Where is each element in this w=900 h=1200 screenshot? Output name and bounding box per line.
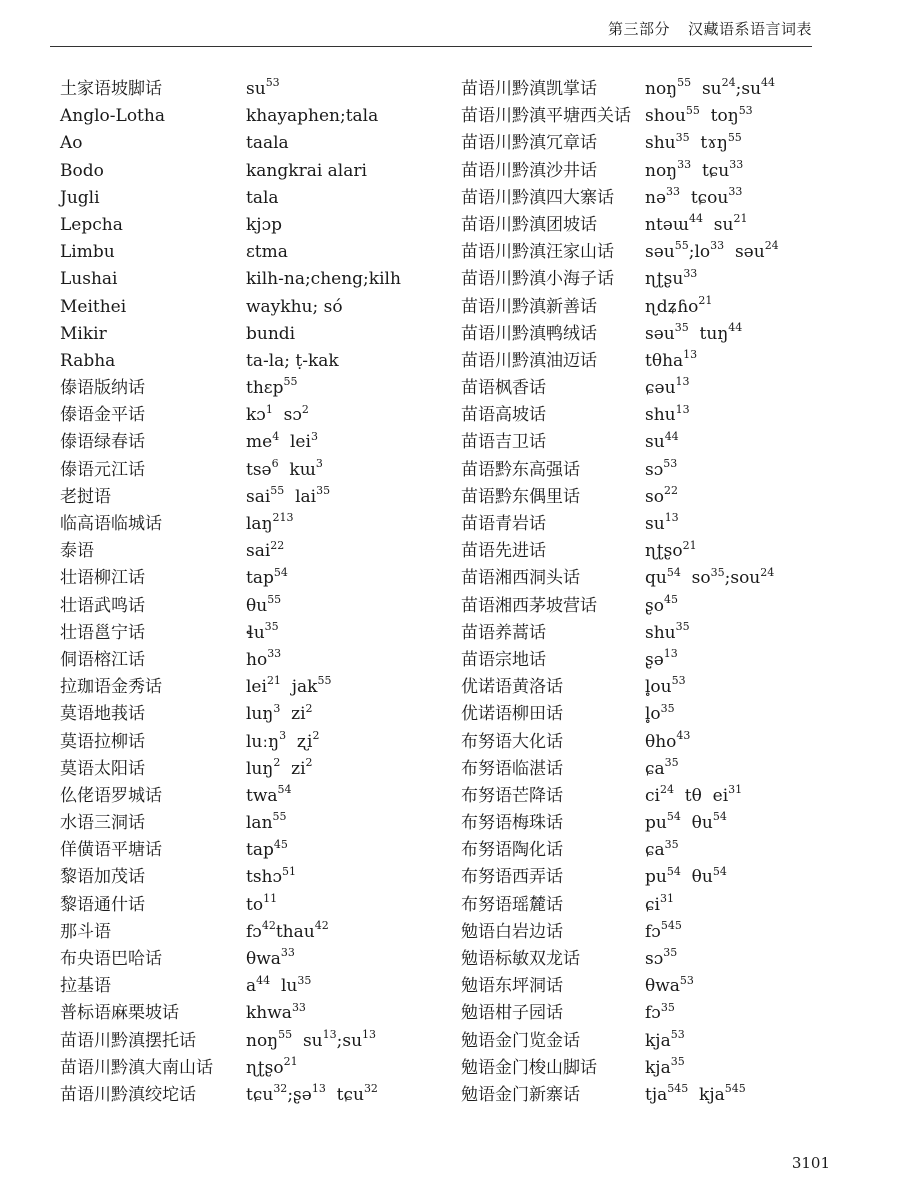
entry-row	[60, 456, 450, 486]
entry-row	[461, 540, 861, 567]
entry-row	[461, 866, 861, 893]
entry-row	[461, 431, 861, 458]
language-name: 苗语湘西洞头话	[461, 568, 580, 589]
language-name: Limbu	[60, 242, 115, 263]
language-name: 莫语太阳话	[60, 758, 145, 779]
word-form: səu$^{35}$ tuŋ$^{44}$	[645, 321, 743, 344]
entry-row	[461, 676, 861, 703]
word-form: tshɔ$^{51}$	[246, 864, 297, 888]
language-name: 布努语芒降话	[461, 785, 563, 806]
language-name: 苗语川黔滇鸭绒话	[461, 323, 597, 344]
entry-row	[461, 785, 861, 812]
entry-row	[461, 241, 861, 268]
entry-row	[461, 456, 861, 486]
page-number: 3101	[791, 1154, 830, 1172]
language-name: 傣语绿春话	[60, 432, 145, 453]
language-name: 壮语邕宁话	[60, 622, 145, 643]
word-form: sai$^{22}$	[246, 538, 285, 562]
entry-row	[461, 921, 861, 948]
language-name: Rabha	[60, 350, 116, 371]
entry-row	[60, 891, 450, 921]
entry-row	[60, 132, 450, 159]
word-form: kɔ$^1$ sɔ$^2$	[246, 402, 309, 426]
word-form: noŋ$^{33}$ tɕu$^{33}$	[645, 157, 744, 181]
entry-row	[461, 592, 861, 622]
language-name: 壮语柳江话	[60, 568, 145, 589]
language-name: Anglo-Lotha	[60, 106, 165, 127]
language-name: Meithei	[60, 296, 127, 317]
word-form: $a^{44}$ $lu^{35}$	[246, 973, 312, 997]
language-name: 壮语武鸣话	[60, 595, 145, 616]
entry-row	[60, 948, 450, 975]
language-name: 布努语瑶麓话	[461, 894, 563, 915]
language-name: 布努语西弄话	[461, 867, 563, 888]
header-rule	[50, 46, 812, 47]
word-form: khwa$^{33}$	[246, 1000, 306, 1024]
word-form: kilh-na;cheng;kilh	[246, 269, 401, 290]
language-name: 苗语黔东偶里话	[461, 486, 580, 507]
language-name: 苗语川黔滇摆托话	[60, 1030, 196, 1051]
word-form: ɬu$^{35}$	[246, 620, 279, 643]
word-form: fɔ$^{35}$	[645, 1000, 675, 1024]
language-name: 傣语元江话	[60, 459, 145, 480]
language-name: 苗语川黔滇油迈话	[461, 350, 597, 371]
word-form: kja$^{53}$	[645, 1027, 685, 1051]
language-name: Lepcha	[60, 214, 123, 235]
language-name: 勉语柑子园话	[461, 1003, 563, 1024]
entry-row	[461, 214, 861, 241]
word-form: θwa$^{53}$	[645, 973, 694, 997]
entry-row	[60, 703, 450, 730]
right-column	[461, 78, 861, 1111]
word-form: thɛp$^{55}$	[246, 375, 298, 399]
language-name: 拉基语	[60, 976, 111, 997]
word-form: tsə$^6$ kɯ$^3$	[246, 456, 323, 480]
word-form: $su^{53}$	[246, 76, 280, 99]
word-form: luːŋ$^3$ ʐi$^2$	[246, 728, 320, 752]
word-form: sai$^{55}$ lai$^{35}$	[246, 484, 331, 507]
language-name: 勉语金门新寨话	[461, 1084, 580, 1105]
entry-row	[461, 728, 861, 758]
word-form: waykhu; só	[246, 296, 343, 317]
entry-row	[461, 486, 861, 513]
word-form: khayaphen;tala	[246, 106, 379, 127]
entry-row	[60, 513, 450, 540]
entry-row	[60, 921, 450, 948]
word-form: $səu^{55};lo^{33}$ səu$^{24}$	[645, 239, 779, 263]
entry-row	[461, 105, 861, 132]
entry-row	[60, 105, 450, 132]
language-name: Ao	[60, 133, 83, 154]
language-name: 勉语东坪洞话	[461, 976, 563, 997]
word-form: luŋ$^2$ $zi^2$	[246, 756, 313, 779]
word-form: nə$^{33}$ tɕou$^{33}$	[645, 185, 743, 208]
word-form: $ci^{24}$ tθ $ei^{31}$	[645, 783, 743, 806]
language-name: 普标语麻栗坡话	[60, 1003, 179, 1024]
language-name: Bodo	[60, 160, 104, 181]
language-name: 苗语枫香话	[461, 378, 546, 399]
word-form: sɔ$^{53}$	[645, 456, 678, 480]
word-form: tap$^{54}$	[246, 565, 288, 589]
entry-row	[60, 592, 450, 622]
entry-row	[461, 1057, 861, 1084]
language-name: 傣语金平话	[60, 405, 145, 426]
language-name: 拉珈语金秀话	[60, 677, 162, 698]
entry-row	[60, 866, 450, 893]
entry-row	[60, 567, 450, 594]
word-form: $l̥o^{35}$	[645, 701, 675, 725]
entry-row	[461, 1084, 861, 1111]
language-name: 勉语白岩边话	[461, 921, 563, 942]
left-column	[60, 78, 450, 1111]
word-form: tap$^{45}$	[246, 837, 288, 861]
entry-row	[461, 78, 861, 105]
word-form: $qu^{54}$ $so^{35};sou^{24}$	[645, 565, 775, 589]
word-form: tja$^{545}$ kja$^{545}$	[645, 1082, 746, 1105]
word-form: fɔ$^{545}$	[645, 919, 682, 942]
entry-row	[60, 622, 450, 649]
language-name: 土家语坡脚话	[60, 79, 162, 99]
language-name: 泰语	[60, 541, 94, 562]
language-name: 苗语青岩话	[461, 514, 546, 534]
language-name: 苗语川黔滇新善话	[461, 296, 597, 317]
word-form: ɕa$^{35}$	[645, 837, 679, 861]
word-form: noŋ$^{55}$ $su^{13};su^{13}$	[246, 1027, 377, 1051]
entry-row	[461, 323, 861, 350]
language-name: 布央语巴哈话	[60, 949, 162, 969]
language-name: 佯僙语平塘话	[60, 840, 162, 861]
word-form: tɕu$^{32}$;ʂə$^{13}$ tɕu$^{32}$	[246, 1082, 378, 1105]
word-form: $pu^{54}$ $\theta u^{54}$	[645, 864, 727, 888]
entry-row	[461, 1002, 861, 1029]
language-name: Jugli	[60, 187, 100, 208]
language-name: 苗语川黔滇沙井话	[461, 160, 597, 181]
entry-row	[461, 513, 861, 540]
language-name: 苗语川黔滇小海子话	[461, 269, 614, 290]
word-form: $pu^{54}$ $\theta u^{54}$	[645, 810, 727, 834]
word-form: ɕa$^{35}$	[645, 756, 679, 779]
running-header	[608, 18, 812, 39]
word-form: ɳʈʂo$^{21}$	[246, 1055, 298, 1078]
language-name: 傣语版纳话	[60, 378, 145, 399]
word-form: θho$^{43}$	[645, 728, 691, 752]
entry-row	[60, 540, 450, 567]
word-form: ɕi$^{31}$	[645, 891, 674, 915]
word-form: ta-la; ṭ-kak	[246, 350, 339, 371]
word-form: kjɔp	[246, 214, 282, 235]
entry-row	[60, 404, 450, 431]
entry-row	[461, 268, 861, 295]
word-form: bundi	[246, 323, 296, 344]
language-name: 老挝语	[60, 486, 111, 507]
language-name: 苗语黔东高强话	[461, 459, 580, 480]
entry-row	[461, 187, 861, 214]
entry-row	[461, 975, 861, 1002]
entry-row	[461, 891, 861, 921]
language-name: 勉语金门览金话	[461, 1030, 580, 1051]
word-form: $ho^{33}$	[246, 647, 282, 670]
entry-row	[461, 839, 861, 866]
entry-row	[60, 296, 450, 323]
language-name: 苗语宗地话	[461, 649, 546, 670]
word-form: kangkrai alari	[246, 160, 367, 181]
language-name: 布努语临湛话	[461, 758, 563, 779]
language-name: 布努语大化话	[461, 731, 563, 752]
entry-row	[60, 241, 450, 268]
entry-row	[461, 812, 861, 839]
word-form: ntəɯ$^{44}$ $su^{21}$	[645, 212, 748, 235]
word-form: $me^4$ lei$^3$	[246, 429, 318, 453]
entry-row	[60, 486, 450, 513]
language-name: 布努语梅珠话	[461, 813, 563, 834]
language-name: 苗语川黔滇汪家山话	[461, 242, 614, 263]
word-form: ɳdʑɦo$^{21}$	[645, 293, 713, 317]
word-form: shu$^{35}$ tɤŋ$^{55}$	[645, 130, 742, 154]
entry-row	[461, 703, 861, 730]
entry-row	[461, 350, 861, 377]
word-form: taala	[246, 133, 289, 154]
language-name: 临高语临城话	[60, 514, 162, 534]
language-name: 水语三洞话	[60, 813, 145, 834]
entry-row	[60, 649, 450, 676]
word-form: luŋ$^3$ $zi^2$	[246, 701, 313, 725]
language-name: 苗语川黔滇大南山话	[60, 1057, 213, 1078]
language-name: 莫语地莪话	[60, 704, 145, 725]
language-name: 苗语川黔滇平塘西关话	[461, 106, 631, 127]
entry-row	[60, 1027, 450, 1057]
entry-row	[60, 160, 450, 187]
word-form: lei$^{21}$ jak$^{55}$	[246, 674, 332, 698]
word-form: noŋ$^{55}$ $su^{24};su^{44}$	[645, 76, 776, 99]
word-form: $\theta u^{55}$	[246, 592, 282, 616]
entry-row	[60, 377, 450, 404]
word-form: $l̥ou^{53}$	[645, 674, 686, 698]
entry-row	[60, 785, 450, 812]
entry-row	[461, 567, 861, 594]
language-name: 苗语吉卫话	[461, 432, 546, 453]
word-form: shu$^{35}$	[645, 620, 690, 643]
language-name: 仫佬语罗城话	[60, 785, 162, 806]
entry-row	[60, 214, 450, 241]
language-name: 侗语榕江话	[60, 649, 145, 670]
word-form: ʂo$^{45}$	[645, 592, 678, 616]
entry-row	[60, 728, 450, 758]
header-part: 第三部分	[607, 20, 670, 38]
language-name: 苗语养蒿话	[461, 622, 546, 643]
language-name: 苗语川黔滇四大寨话	[461, 187, 614, 208]
language-name: 苗语湘西茅坡营话	[461, 595, 597, 616]
entry-row	[60, 1002, 450, 1029]
entry-row	[60, 323, 450, 350]
word-form: ɳʈʂo$^{21}$	[645, 538, 697, 562]
entry-row	[60, 1057, 450, 1084]
word-form: $to^{11}$	[246, 891, 278, 915]
word-form: $so^{22}$	[645, 484, 678, 507]
word-form: kja$^{35}$	[645, 1055, 685, 1078]
language-name: 苗语先进话	[461, 541, 546, 562]
word-form: laŋ$^{213}$	[246, 511, 294, 534]
language-name: 莫语拉柳话	[60, 731, 145, 752]
word-form: ɳʈʂu$^{33}$	[645, 266, 698, 290]
entry-row	[461, 404, 861, 431]
language-name: 勉语标敏双龙话	[461, 949, 580, 969]
entry-row	[60, 187, 450, 214]
word-form: θwa$^{33}$	[246, 946, 295, 969]
word-form: ɛtma	[246, 242, 288, 263]
entry-row	[60, 1084, 450, 1111]
word-form: tθha$^{13}$	[645, 348, 698, 371]
word-form: shu$^{13}$	[645, 402, 690, 426]
word-form: twa$^{54}$	[246, 783, 292, 806]
word-form: $su^{44}$	[645, 429, 679, 453]
header-title: 汉藏语系语言词表	[687, 20, 812, 38]
entry-row	[60, 268, 450, 295]
entry-row	[60, 812, 450, 839]
entry-row	[60, 431, 450, 458]
word-form: ɕəu$^{13}$	[645, 375, 690, 399]
language-name: 黎语通什话	[60, 894, 145, 915]
word-form: lan$^{55}$	[246, 810, 287, 834]
word-form: sɔ$^{35}$	[645, 946, 678, 969]
word-form: $su^{13}$	[645, 511, 679, 534]
entry-row	[461, 948, 861, 975]
word-form: tala	[246, 187, 279, 208]
entry-row	[60, 676, 450, 703]
entry-row	[60, 758, 450, 785]
word-form: ʂə$^{13}$	[645, 647, 678, 670]
language-name: 苗语川黔滇凯掌话	[461, 79, 597, 99]
language-name: 苗语川黔滇团坡话	[461, 214, 597, 235]
entry-row	[461, 758, 861, 785]
entry-row	[60, 350, 450, 377]
entry-row	[461, 649, 861, 676]
language-name: Mikir	[60, 323, 107, 344]
entry-row	[60, 975, 450, 1002]
entry-row	[461, 132, 861, 159]
language-name: 勉语金门梭山脚话	[461, 1057, 597, 1078]
language-name: 优诺语柳田话	[461, 704, 563, 725]
language-name: 黎语加茂话	[60, 867, 145, 888]
language-name: 苗语高坡话	[461, 405, 546, 426]
language-name: 布努语陶化话	[461, 840, 563, 861]
entry-row	[461, 1027, 861, 1057]
language-name: 苗语川黔滇绞坨话	[60, 1084, 196, 1105]
entry-row	[461, 377, 861, 404]
language-name: 苗语川黔滇冗章话	[461, 133, 597, 154]
word-form: fɔ$^{42}$thau$^{42}$	[246, 919, 329, 942]
language-name: 那斗语	[60, 921, 111, 942]
language-name: Lushai	[60, 269, 118, 290]
entry-row	[461, 157, 861, 187]
word-form: shou$^{55}$ toŋ$^{53}$	[645, 103, 753, 127]
entry-row	[461, 622, 861, 649]
entry-row	[461, 293, 861, 323]
entry-row	[60, 78, 450, 105]
entry-row	[60, 839, 450, 866]
language-name: 优诺语黄洛话	[461, 677, 563, 698]
